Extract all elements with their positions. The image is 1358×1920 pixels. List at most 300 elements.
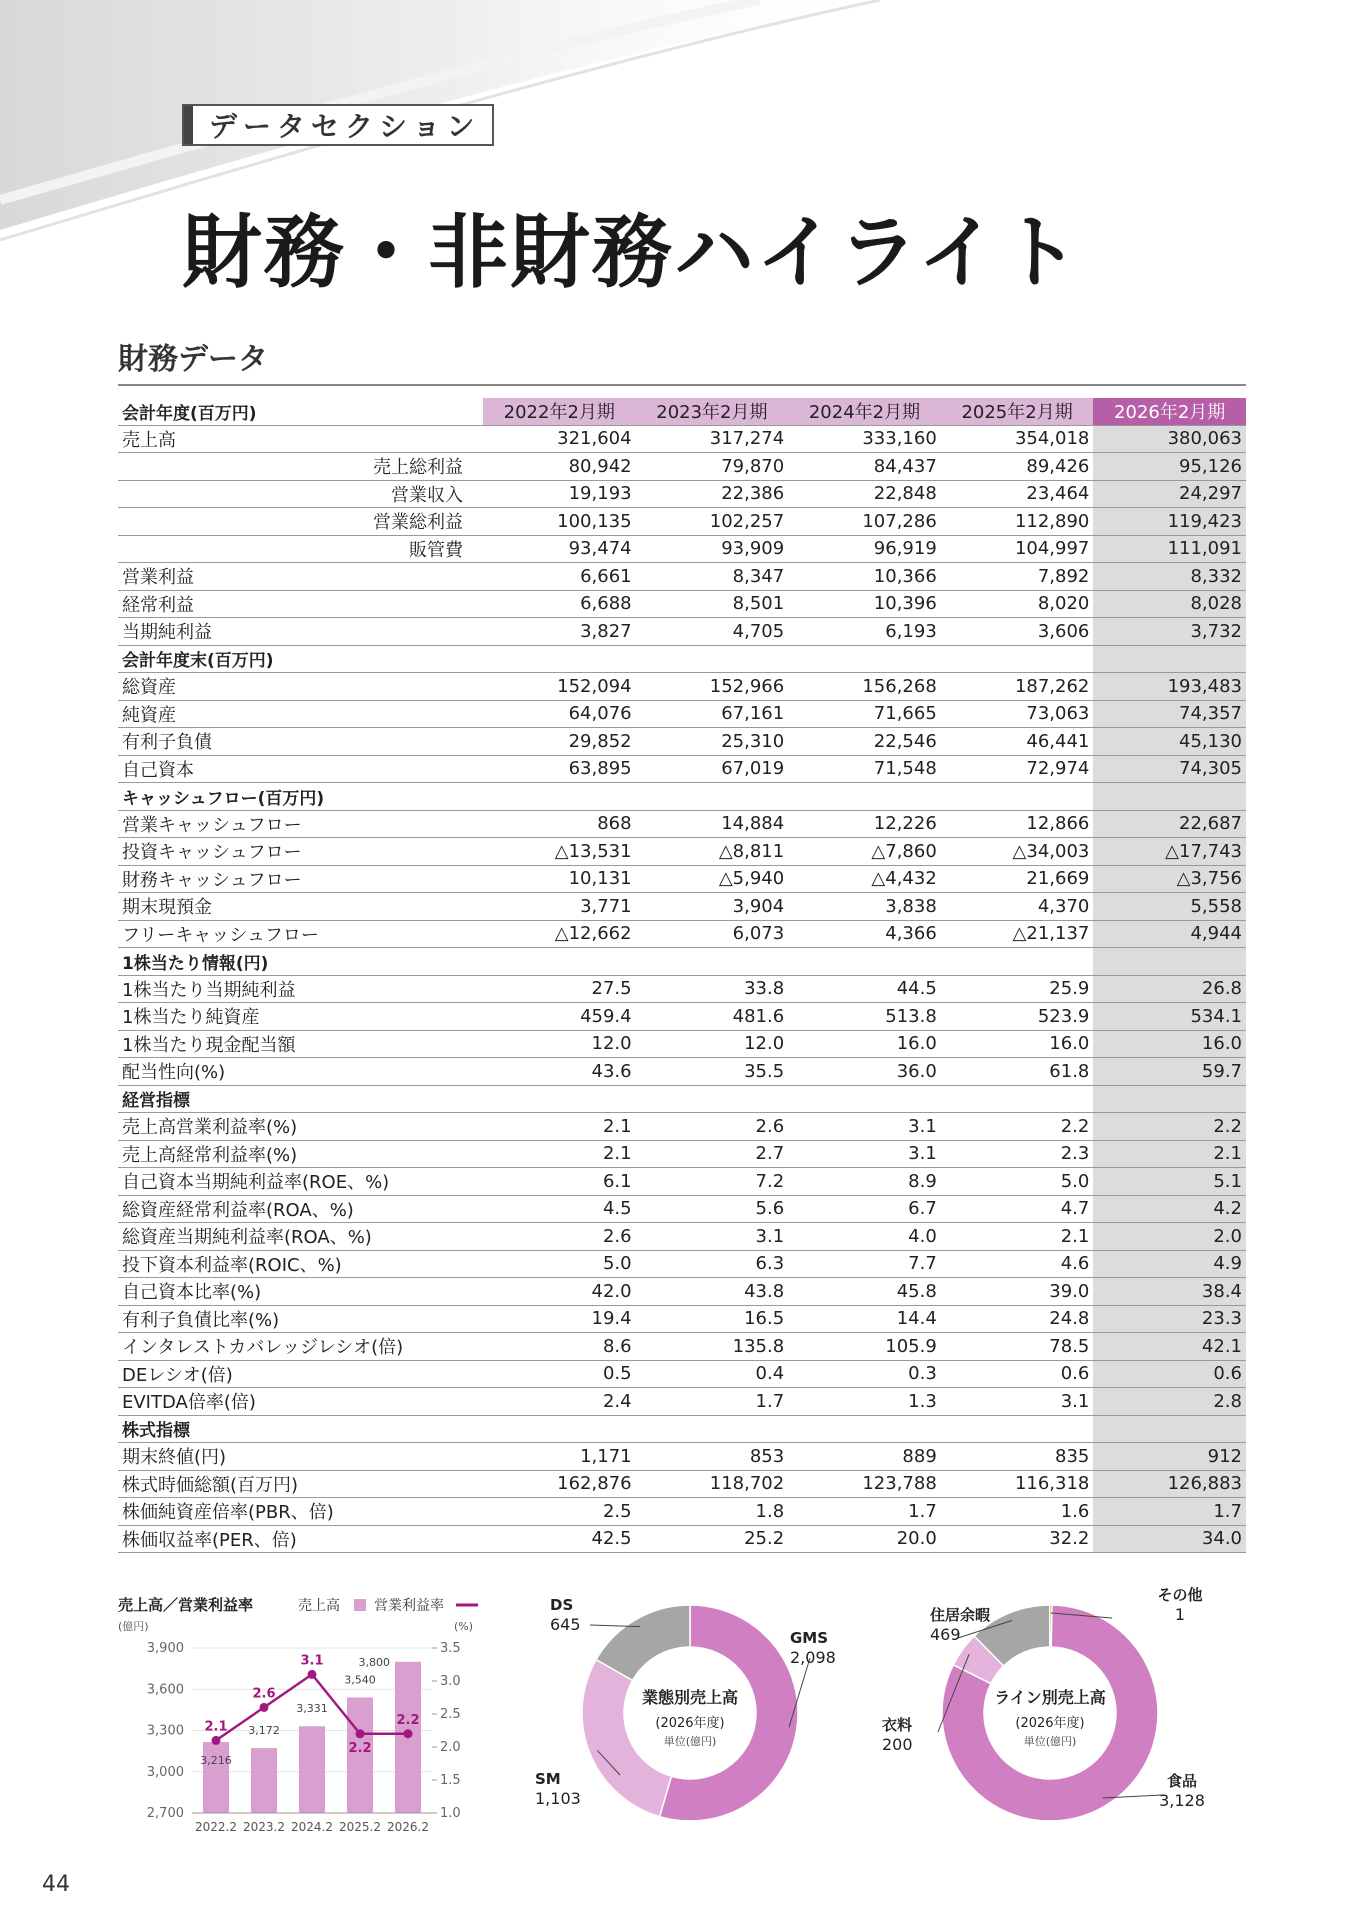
row-value: 46,441 (941, 728, 1094, 756)
row-label: 自己資本当期純利益率(ROE、%) (118, 1168, 483, 1196)
table-row (118, 1388, 1246, 1416)
row-value: 2.1 (483, 1113, 636, 1141)
row-value: 93,909 (636, 535, 789, 563)
row-value: 29,852 (483, 728, 636, 756)
table-row (118, 590, 1246, 618)
x-tick-label: 2023.2 (243, 1820, 285, 1834)
table-section-row (118, 783, 1246, 811)
row-value: 71,665 (788, 700, 941, 728)
row-value: 72,974 (941, 755, 1094, 783)
section-filler (788, 783, 941, 811)
row-value: 2.6 (636, 1113, 789, 1141)
row-value: 0.4 (636, 1360, 789, 1388)
row-value: 6,073 (636, 920, 789, 948)
table-row (118, 1030, 1246, 1058)
row-value: 43.6 (483, 1058, 636, 1086)
row-label: 総資産 (118, 673, 483, 701)
row-label: 自己資本比率(%) (118, 1278, 483, 1306)
y-tick-label: 3,900 (146, 1641, 184, 1656)
row-value: 100,135 (483, 508, 636, 536)
slice-value-label: 1,103 (535, 1789, 581, 1808)
row-label: 純資産 (118, 700, 483, 728)
row-value: 14,884 (636, 810, 789, 838)
fiscal-year-header: 会計年度(百万円) (118, 398, 483, 425)
row-value: 33.8 (636, 975, 789, 1003)
row-value: 6,661 (483, 563, 636, 591)
table-section-row (118, 1415, 1246, 1443)
row-value: 61.8 (941, 1058, 1094, 1086)
row-value: 5.0 (483, 1250, 636, 1278)
slice-value-label: 3,128 (1159, 1791, 1205, 1810)
row-label: インタレストカバレッジレシオ(倍) (118, 1333, 483, 1361)
table-row (118, 975, 1246, 1003)
row-value: 12.0 (636, 1030, 789, 1058)
row-label: 1株当たり純資産 (118, 1003, 483, 1031)
table-row (118, 1443, 1246, 1471)
row-value: 19,193 (483, 480, 636, 508)
table-row (118, 1195, 1246, 1223)
row-value: 59.7 (1093, 1058, 1246, 1086)
donut-unit: 単位(億円) (663, 1735, 717, 1748)
row-value: 4.9 (1093, 1250, 1246, 1278)
row-value: 10,131 (483, 865, 636, 893)
row-value: 118,702 (636, 1470, 789, 1498)
row-value: 19.4 (483, 1305, 636, 1333)
y-tick-label: 3,600 (146, 1682, 184, 1698)
row-value: 4,944 (1093, 920, 1246, 948)
table-row (118, 1003, 1246, 1031)
slice-name-label: 住居余暇 (930, 1606, 991, 1624)
row-value: 135.8 (636, 1333, 789, 1361)
row-value: 4.6 (941, 1250, 1094, 1278)
table-row (118, 453, 1246, 481)
row-value: 25.2 (636, 1525, 789, 1553)
row-value: 123,788 (788, 1470, 941, 1498)
section-filler (788, 645, 941, 673)
table-row (118, 1113, 1246, 1141)
row-label: 営業総利益 (118, 508, 483, 536)
y2-tick-label: 1.5 (440, 1773, 461, 1788)
row-value: 3,771 (483, 893, 636, 921)
year-header: 2023年2月期 (636, 398, 789, 425)
section-filler (941, 783, 1094, 811)
row-value: 2.6 (483, 1223, 636, 1251)
bar-value-label: 3,540 (344, 1673, 376, 1687)
year-header: 2024年2月期 (788, 398, 941, 425)
section-label: 経営指標 (118, 1085, 483, 1113)
row-value: 6.1 (483, 1168, 636, 1196)
donut-subtitle: (2026年度) (1015, 1716, 1085, 1731)
x-tick-label: 2024.2 (291, 1820, 333, 1834)
row-value: 4.7 (941, 1195, 1094, 1223)
row-value: 4.2 (1093, 1195, 1246, 1223)
row-value: 317,274 (636, 425, 789, 453)
table-row (118, 1305, 1246, 1333)
row-value: 126,883 (1093, 1470, 1246, 1498)
x-tick-label: 2025.2 (339, 1820, 381, 1834)
row-label: 株価純資産倍率(PBR、倍) (118, 1498, 483, 1526)
bar-value-label: 3,331 (296, 1702, 328, 1716)
row-value: 111,091 (1093, 535, 1246, 563)
row-value: 74,357 (1093, 700, 1246, 728)
row-value: 513.8 (788, 1003, 941, 1031)
table-row (118, 673, 1246, 701)
legend-label-sales: 売上高 (298, 1598, 340, 1614)
table-row (118, 920, 1246, 948)
table-row (118, 865, 1246, 893)
row-value: 3,732 (1093, 618, 1246, 646)
row-value: △34,003 (941, 838, 1094, 866)
section-filler (788, 1415, 941, 1443)
row-value: 6,193 (788, 618, 941, 646)
row-value: 523.9 (941, 1003, 1094, 1031)
table-row (118, 810, 1246, 838)
table-row (118, 1140, 1246, 1168)
row-value: 64,076 (483, 700, 636, 728)
bar-value-label: 3,216 (200, 1754, 232, 1768)
table-row (118, 1498, 1246, 1526)
row-value: 26.8 (1093, 975, 1246, 1003)
table-row (118, 1278, 1246, 1306)
section-filler (483, 783, 636, 811)
row-value: 4,366 (788, 920, 941, 948)
row-value: 7.2 (636, 1168, 789, 1196)
row-value: 3.1 (788, 1140, 941, 1168)
row-label: 1株当たり現金配当額 (118, 1030, 483, 1058)
row-value: 10,396 (788, 590, 941, 618)
row-value: 42.0 (483, 1278, 636, 1306)
section-filler (483, 1415, 636, 1443)
row-value: 24,297 (1093, 480, 1246, 508)
row-value: △21,137 (941, 920, 1094, 948)
table-row (118, 1058, 1246, 1086)
row-value: 853 (636, 1443, 789, 1471)
row-value: 1.3 (788, 1388, 941, 1416)
row-value: 14.4 (788, 1305, 941, 1333)
row-value: 45,130 (1093, 728, 1246, 756)
slice-name-label: DS (550, 1596, 574, 1614)
row-label: フリーキャッシュフロー (118, 920, 483, 948)
row-value: 116,318 (941, 1470, 1094, 1498)
row-value: 1.6 (941, 1498, 1094, 1526)
row-value: 912 (1093, 1443, 1246, 1471)
bar (203, 1742, 229, 1813)
row-value: 5.6 (636, 1195, 789, 1223)
margin-value-label: 2.1 (204, 1719, 228, 1735)
section-label-text: データセクション (209, 110, 481, 143)
row-value: 187,262 (941, 673, 1094, 701)
table-row (118, 838, 1246, 866)
row-value: 96,919 (788, 535, 941, 563)
section-label: 会計年度末(百万円) (118, 645, 483, 673)
section-filler (636, 1085, 789, 1113)
row-value: 459.4 (483, 1003, 636, 1031)
donut-slice (1050, 1605, 1052, 1647)
page-title: 財務・非財務ハイライト (182, 206, 1082, 299)
margin-value-label: 2.2 (396, 1712, 420, 1728)
row-label: 営業収入 (118, 480, 483, 508)
row-value: 162,876 (483, 1470, 636, 1498)
row-value: 27.5 (483, 975, 636, 1003)
row-value: 25,310 (636, 728, 789, 756)
row-value: 1.7 (788, 1498, 941, 1526)
row-value: 1.7 (636, 1388, 789, 1416)
table-row (118, 1223, 1246, 1251)
table-row (118, 755, 1246, 783)
row-value: 84,437 (788, 453, 941, 481)
margin-value-label: 3.1 (300, 1653, 324, 1669)
section-filler (941, 1415, 1094, 1443)
row-value: 43.8 (636, 1278, 789, 1306)
row-value: 8,501 (636, 590, 789, 618)
table-section-row (118, 645, 1246, 673)
table-row (118, 508, 1246, 536)
row-label: 売上高営業利益率(%) (118, 1113, 483, 1141)
section-filler (636, 948, 789, 976)
table-row (118, 535, 1246, 563)
section-filler (636, 1415, 789, 1443)
y-tick-label: 2,700 (146, 1806, 184, 1821)
section-filler (1093, 783, 1246, 811)
heading-rule (118, 384, 1246, 386)
financial-data-table (118, 398, 1246, 1553)
donut-title: ライン別売上高 (994, 1688, 1106, 1707)
y2-tick-label: 1.0 (440, 1806, 461, 1821)
row-value: 35.5 (636, 1058, 789, 1086)
row-value: 8,332 (1093, 563, 1246, 591)
table-row (118, 1333, 1246, 1361)
row-value: 16.5 (636, 1305, 789, 1333)
row-value: 23.3 (1093, 1305, 1246, 1333)
page-number: 44 (42, 1872, 70, 1897)
row-label: 有利子負債 (118, 728, 483, 756)
donut-subtitle: (2026年度) (655, 1716, 725, 1731)
y-axis-unit: (億円) (118, 1620, 149, 1633)
row-value: 0.5 (483, 1360, 636, 1388)
y2-tick-label: 3.0 (440, 1674, 461, 1689)
row-value: 5,558 (1093, 893, 1246, 921)
row-value: 38.4 (1093, 1278, 1246, 1306)
row-value: 93,474 (483, 535, 636, 563)
format-sales-donut (520, 1580, 860, 1820)
row-label: 販管費 (118, 535, 483, 563)
row-label: 期末終値(円) (118, 1443, 483, 1471)
row-value: △4,432 (788, 865, 941, 893)
row-value: 22,687 (1093, 810, 1246, 838)
row-value: 102,257 (636, 508, 789, 536)
row-value: 3.1 (636, 1223, 789, 1251)
row-value: 32.2 (941, 1525, 1094, 1553)
row-value: 20.0 (788, 1525, 941, 1553)
row-value: 16.0 (788, 1030, 941, 1058)
table-row (118, 1525, 1246, 1553)
table-row (118, 563, 1246, 591)
row-value: 380,063 (1093, 425, 1246, 453)
row-value: 74,305 (1093, 755, 1246, 783)
row-value: 107,286 (788, 508, 941, 536)
row-value: 3.1 (788, 1113, 941, 1141)
row-value: 24.8 (941, 1305, 1094, 1333)
row-value: 63,895 (483, 755, 636, 783)
row-value: △12,662 (483, 920, 636, 948)
row-value: 2.2 (941, 1113, 1094, 1141)
row-label: 財務キャッシュフロー (118, 865, 483, 893)
y2-tick-label: 2.0 (440, 1740, 461, 1755)
row-value: 7.7 (788, 1250, 941, 1278)
table-row (118, 1470, 1246, 1498)
row-value: △7,860 (788, 838, 941, 866)
section-label-bar (184, 106, 193, 144)
slice-value-label: 469 (930, 1625, 961, 1644)
row-label: 営業利益 (118, 563, 483, 591)
row-value: 835 (941, 1443, 1094, 1471)
section-filler (636, 783, 789, 811)
slice-value-label: 1 (1174, 1605, 1186, 1624)
section-filler (483, 645, 636, 673)
row-value: 889 (788, 1443, 941, 1471)
row-value: △8,811 (636, 838, 789, 866)
row-label: 自己資本 (118, 755, 483, 783)
line-sales-donut (880, 1580, 1220, 1820)
row-value: 4.0 (788, 1223, 941, 1251)
slice-name-label: 食品 (1166, 1772, 1198, 1790)
table-row (118, 480, 1246, 508)
bar (299, 1726, 325, 1813)
bar-value-label: 3,800 (358, 1655, 390, 1669)
row-value: 3,904 (636, 893, 789, 921)
row-label: 当期純利益 (118, 618, 483, 646)
section-filler (941, 645, 1094, 673)
row-value: 7,892 (941, 563, 1094, 591)
row-value: 156,268 (788, 673, 941, 701)
row-value: △13,531 (483, 838, 636, 866)
row-value: 8.6 (483, 1333, 636, 1361)
row-value: 71,548 (788, 755, 941, 783)
row-value: 73,063 (941, 700, 1094, 728)
section-filler (788, 1085, 941, 1113)
year-header: 2025年2月期 (941, 398, 1094, 425)
row-value: 6,688 (483, 590, 636, 618)
row-value: 3,827 (483, 618, 636, 646)
section-label: キャッシュフロー(百万円) (118, 783, 483, 811)
row-value: 354,018 (941, 425, 1094, 453)
row-label: 株式時価総額(百万円) (118, 1470, 483, 1498)
table-row (118, 618, 1246, 646)
row-value: 21,669 (941, 865, 1094, 893)
row-value: 104,997 (941, 535, 1094, 563)
slice-name-label: 衣料 (882, 1716, 913, 1734)
row-value: 8,347 (636, 563, 789, 591)
row-value: 22,848 (788, 480, 941, 508)
row-value: 3,838 (788, 893, 941, 921)
donut-slice (582, 1660, 671, 1817)
row-value: 193,483 (1093, 673, 1246, 701)
row-value: △5,940 (636, 865, 789, 893)
row-label: 期末現預金 (118, 893, 483, 921)
table-row (118, 1168, 1246, 1196)
row-value: 67,161 (636, 700, 789, 728)
row-label: 投下資本利益率(ROIC、%) (118, 1250, 483, 1278)
row-value: 105.9 (788, 1333, 941, 1361)
row-value: 8,028 (1093, 590, 1246, 618)
section-filler (1093, 948, 1246, 976)
row-value: 12,866 (941, 810, 1094, 838)
year-header: 2022年2月期 (483, 398, 636, 425)
y-tick-label: 3,300 (146, 1723, 184, 1739)
row-value: 3,606 (941, 618, 1094, 646)
row-value: 2.0 (1093, 1223, 1246, 1251)
row-value: 4.5 (483, 1195, 636, 1223)
margin-value-label: 2.6 (252, 1686, 276, 1702)
margin-value-label: 2.2 (348, 1740, 372, 1756)
table-section-row (118, 948, 1246, 976)
row-label: EVITDA倍率(倍) (118, 1388, 483, 1416)
row-value: 16.0 (941, 1030, 1094, 1058)
section-filler (483, 948, 636, 976)
slice-name-label: その他 (1157, 1586, 1203, 1604)
row-value: △3,756 (1093, 865, 1246, 893)
row-value: 1.8 (636, 1498, 789, 1526)
row-value: 333,160 (788, 425, 941, 453)
table-row (118, 1360, 1246, 1388)
legend-swatch-sales (354, 1599, 366, 1611)
table-row (118, 425, 1246, 453)
row-value: 36.0 (788, 1058, 941, 1086)
section-filler (788, 948, 941, 976)
row-value: 2.5 (483, 1498, 636, 1526)
margin-point (356, 1729, 365, 1738)
row-label: 1株当たり当期純利益 (118, 975, 483, 1003)
row-value: 89,426 (941, 453, 1094, 481)
row-label: 投資キャッシュフロー (118, 838, 483, 866)
slice-value-label: 645 (550, 1615, 581, 1634)
row-value: 45.8 (788, 1278, 941, 1306)
row-value: 2.3 (941, 1140, 1094, 1168)
row-value: 2.1 (941, 1223, 1094, 1251)
slice-value-label: 200 (882, 1735, 913, 1754)
sales-margin-chart (110, 1590, 490, 1840)
row-value: 16.0 (1093, 1030, 1246, 1058)
year-header-current: 2026年2月期 (1093, 398, 1246, 425)
y2-tick-label: 2.5 (440, 1707, 461, 1722)
row-label: 売上総利益 (118, 453, 483, 481)
row-value: 2.1 (1093, 1140, 1246, 1168)
row-value: 42.1 (1093, 1333, 1246, 1361)
row-label: 株価収益率(PER、倍) (118, 1525, 483, 1553)
row-value: 152,094 (483, 673, 636, 701)
row-value: 22,386 (636, 480, 789, 508)
row-value: 6.7 (788, 1195, 941, 1223)
row-value: 80,942 (483, 453, 636, 481)
row-value: 1.7 (1093, 1498, 1246, 1526)
chart-title: 売上高／営業利益率 (118, 1596, 254, 1614)
table-body (118, 425, 1246, 1553)
row-value: 10,366 (788, 563, 941, 591)
row-label: DEレシオ(倍) (118, 1360, 483, 1388)
table-section-row (118, 1085, 1246, 1113)
row-value: 25.9 (941, 975, 1094, 1003)
legend-label-margin: 営業利益率 (374, 1598, 444, 1614)
donut-title: 業態別売上高 (641, 1688, 739, 1707)
section-filler (1093, 645, 1246, 673)
row-value: 2.8 (1093, 1388, 1246, 1416)
row-value: 0.6 (941, 1360, 1094, 1388)
row-value: 112,890 (941, 508, 1094, 536)
row-label: 営業キャッシュフロー (118, 810, 483, 838)
row-value: 12.0 (483, 1030, 636, 1058)
row-value: 39.0 (941, 1278, 1094, 1306)
row-value: 534.1 (1093, 1003, 1246, 1031)
